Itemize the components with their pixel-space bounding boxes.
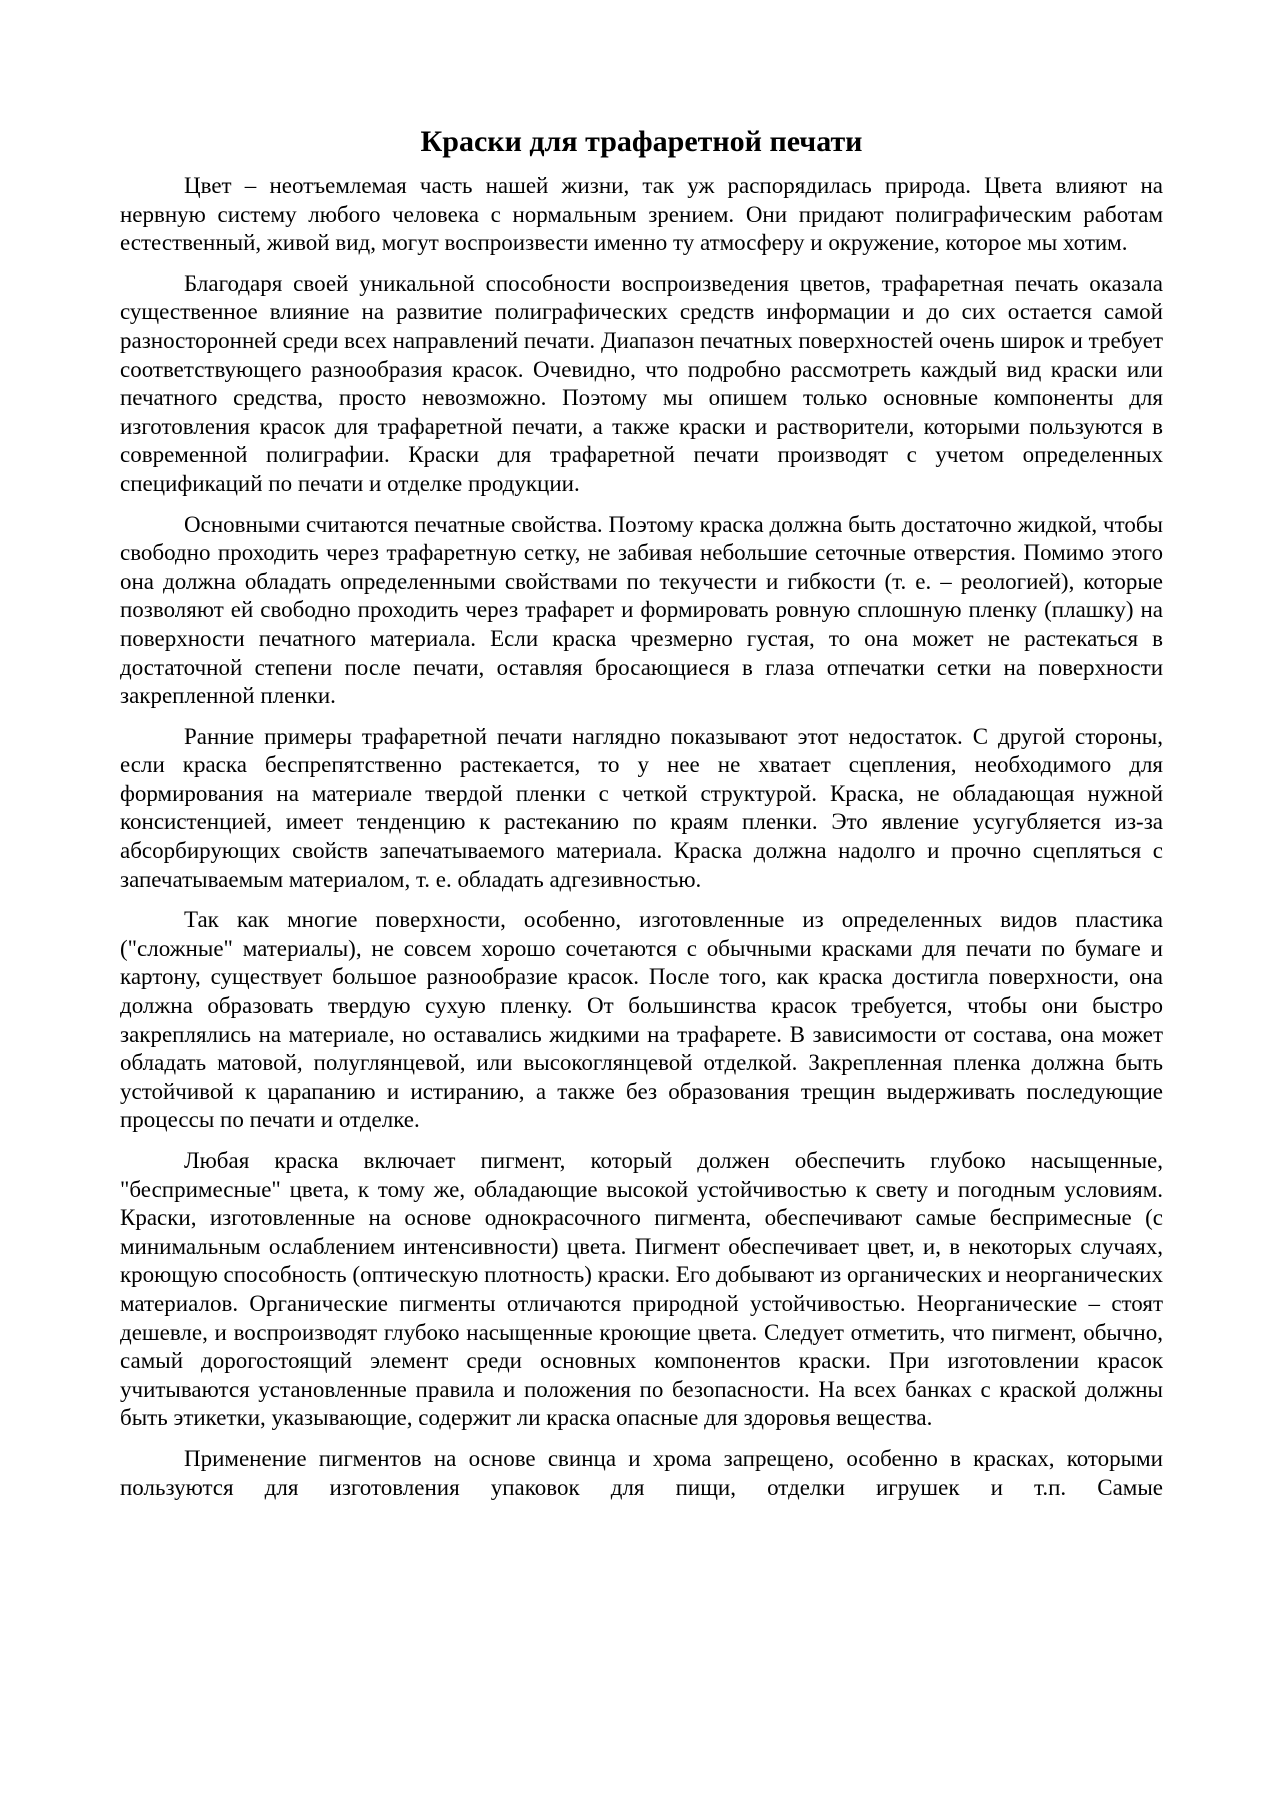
paragraph-7: Применение пигментов на основе свинца и хрома запрещено, особенно в красках, которыми пользуются для изготовления упаковок для пищи, отделки игрушек и т.п. Самые: [120, 1445, 1163, 1500]
paragraph-5: Так как многие поверхности, особенно, изготовленные из определенных видов пластика ("сложные" материалы), не совсем хорошо сочетаются с обычными красками для печати по бумаге и картону, существует большое разнообразие красок. После того, как краска достигла поверхности, она должна образовать твердую сухую пленку. От большинства красок требуется, чтобы они быстро закреплялись на материале, но оставались жидкими на трафарете. В зависимости от состава, она может обладать матовой, полуглянцевой, или высокоглянцевой отделкой. Закрепленная пленка должна быть устойчивой к царапанию и истиранию, а также без образования трещин выдерживать последующие процессы по печати и отделке.: [120, 907, 1163, 1133]
paragraph-6: Любая краска включает пигмент, который должен обеспечить глубоко насыщенные, "беспримесные" цвета, к тому же, обладающие высокой устойчивостью к свету и погодным условиям. Краски, изготовленные на основе однокрасочного пигмента, обеспечивают самые беспримесные (с минимальным ослаблением интенсивности) цвета. Пигмент обеспечивает цвет, и, в некоторых случаях, кроющую способность (оптическую плотность) краски. Его добывают из органических и неорганических материалов. Органические пигменты отличаются природной устойчивостью. Неорганические – стоят дешевле, и воспроизводят глубоко насыщенные кроющие цвета. Следует отметить, что пигмент, обычно, самый дорогостоящий элемент среди основных компонентов краски. При изготовлении красок учитываются установленные правила и положения по безопасности. На всех банках с краской должны быть этикетки, указывающие, содержит ли краска опасные для здоровья вещества.: [120, 1148, 1163, 1431]
document-page: [120, 120, 1163, 1514]
paragraph-4: Ранние примеры трафаретной печати наглядно показывают этот недостаток. С другой стороны, если краска беспрепятственно растекается, то у нее не хватает сцепления, необходимого для формирования на материале твердой пленки с четкой структурой. Краска, не обладающая нужной консистенцией, имеет тенденцию к растеканию по краям пленки. Это явление усугубляется из-за абсорбирующих свойств запечатываемого материала. Краска должна надолго и прочно сцепляться с запечатываемым материалом, т. е. обладать адгезивностью.: [120, 723, 1163, 892]
paragraph-1: Цвет – неотъемлемая часть нашей жизни, так уж распорядилась природа. Цвета влияют на нервную систему любого человека с нормальным зрением. Они придают полиграфическим работам естественный, живой вид, могут воспроизвести именно ту атмосферу и окружение, которое мы хотим.: [120, 173, 1163, 256]
document-title: Краски для трафаретной печати: [420, 125, 863, 158]
paragraph-3: Основными считаются печатные свойства. Поэтому краска должна быть достаточно жидкой, чтобы свободно проходить через трафаретную сетку, не забивая небольшие сеточные отверстия. Помимо этого она должна обладать определенными свойствами по текучести и гибкости (т. е. – реологией), которые позволяют ей свободно проходить через трафарет и формировать ровную сплошную пленку (плашку) на поверхности печатного материала. Если краска чрезмерно густая, то она может не растекаться в достаточной степени после печати, оставляя бросающиеся в глаза отпечатки сетки на поверхности закрепленной пленки.: [120, 511, 1163, 709]
paragraph-2: Благодаря своей уникальной способности воспроизведения цветов, трафаретная печать оказала существенное влияние на развитие полиграфических средств информации и до сих остается самой разносторонней среди всех направлений печати. Диапазон печатных поверхностей очень широк и требует соответствующего разнообразия красок. Очевидно, что подробно рассмотреть каждый вид краски или печатного средства, просто невозможно. Поэтому мы опишем только основные компоненты для изготовления красок для трафаретной печати, а также краски и растворители, которыми пользуются в современной полиграфии. Краски для трафаретной печати производят с учетом определенных спецификаций по печати и отделке продукции.: [120, 270, 1163, 496]
